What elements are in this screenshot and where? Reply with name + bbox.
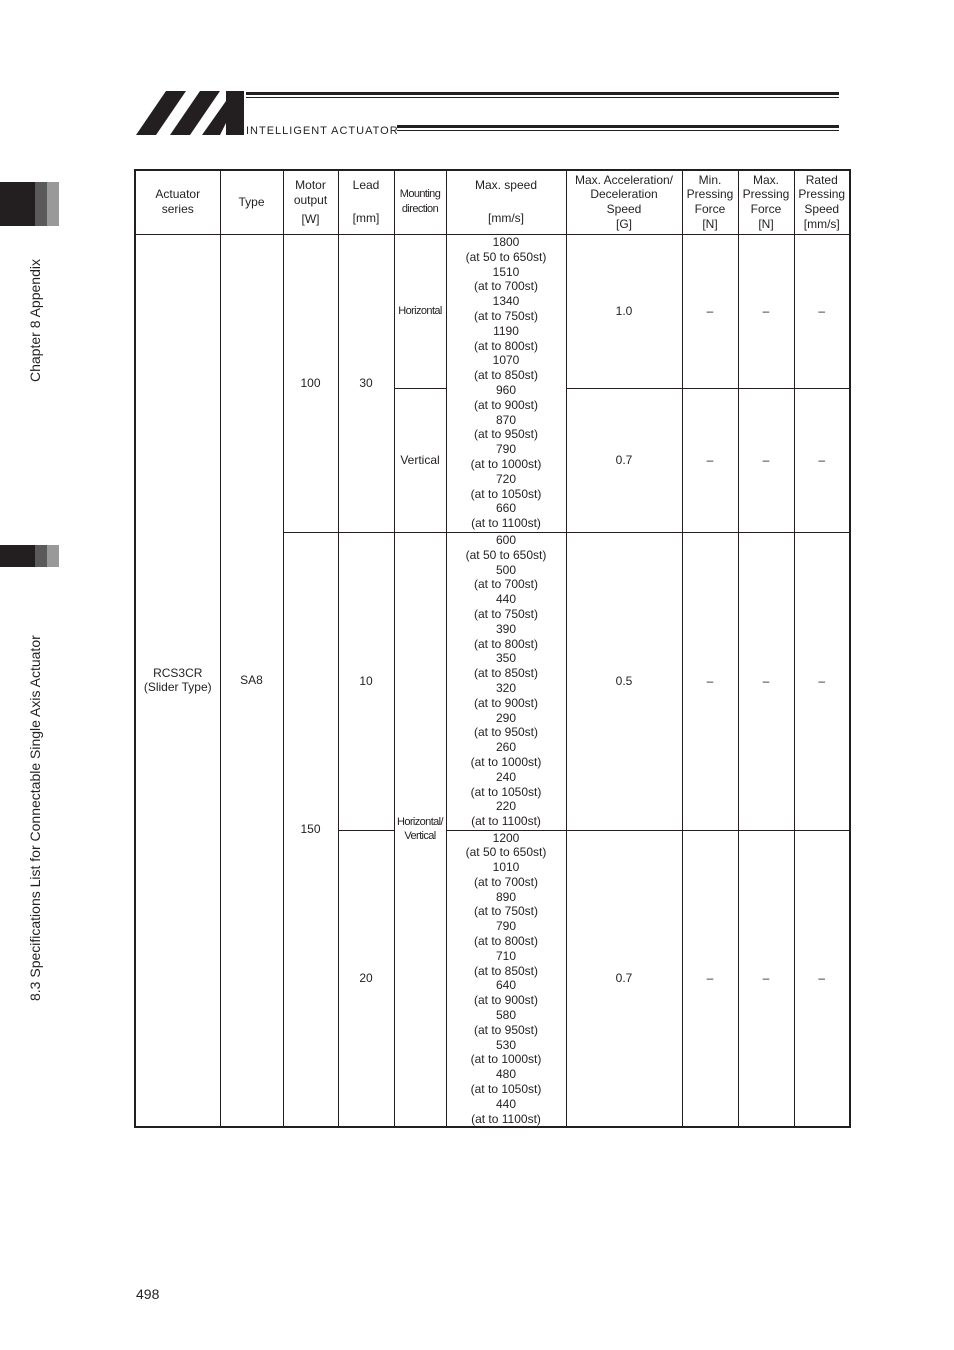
col-header: Min. Pressing Force [N]	[682, 170, 738, 234]
col-header: Max. Pressing Force [N]	[738, 170, 794, 234]
chapter-tab	[0, 182, 59, 226]
max-speed: 600 (at 50 to 650st) 500 (at to 700st) 440 (at to 750st) 390 (at to 800st) 350 (at to 850st) 320 (at to 900st) 290 (at to 950st) 260 (at to 1000st) 240 (at to 1050st) 220 (at to 1100st)	[446, 532, 566, 830]
max-accel: 0.7	[566, 830, 682, 1127]
max-pressing-force: –	[738, 234, 794, 388]
lead: 20	[338, 830, 394, 1127]
max-pressing-force: –	[738, 830, 794, 1127]
chapter-label: Chapter 8 Appendix	[27, 259, 43, 382]
header-row	[135, 170, 850, 234]
lead: 10	[338, 532, 394, 830]
max-accel: 0.7	[566, 388, 682, 532]
max-accel: 1.0	[566, 234, 682, 388]
col-header: Type	[220, 170, 283, 234]
type: SA8	[220, 234, 283, 1127]
mounting-direction: Horizontal	[394, 234, 446, 388]
mounting-direction: Horizontal/ Vertical	[394, 532, 446, 1127]
rated-pressing-speed: –	[794, 532, 850, 830]
max-speed: 1200 (at 50 to 650st) 1010 (at to 700st) 890 (at to 750st) 790 (at to 800st) 710 (at to 850st) 640 (at to 900st) 580 (at to 950st) 530 (at to 1000st) 480 (at to 1050st) 440 (at to 1100st)	[446, 830, 566, 1127]
motor-output: 100	[283, 234, 338, 532]
min-pressing-force: –	[682, 234, 738, 388]
section-label: 8.3 Specifications List for Connectable Single Axis Actuator	[27, 635, 43, 1001]
min-pressing-force: –	[682, 532, 738, 830]
lead: 30	[338, 234, 394, 532]
spec-table	[134, 169, 851, 1128]
rated-pressing-speed: –	[794, 388, 850, 532]
header-rule	[246, 92, 839, 95]
col-header: Max. Acceleration/ Deceleration Speed [G]	[566, 170, 682, 234]
min-pressing-force: –	[682, 830, 738, 1127]
col-header: Motor output [W]	[283, 170, 338, 234]
brand-name: INTELLIGENT ACTUATOR	[246, 125, 399, 137]
min-pressing-force: –	[682, 388, 738, 532]
page-number: 498	[136, 1286, 160, 1302]
col-header: Lead [mm]	[338, 170, 394, 234]
col-header: Actuator series	[135, 170, 220, 234]
motor-output: 150	[283, 532, 338, 1127]
header-rule	[246, 97, 839, 98]
table-row	[135, 234, 850, 388]
mounting-direction: Vertical	[394, 388, 446, 532]
header-rule	[397, 125, 839, 128]
rated-pressing-speed: –	[794, 234, 850, 388]
header-rule	[397, 130, 839, 131]
max-pressing-force: –	[738, 388, 794, 532]
col-header: Max. speed [mm/s]	[446, 170, 566, 234]
section-tab	[0, 545, 59, 567]
rated-pressing-speed: –	[794, 830, 850, 1127]
max-accel: 0.5	[566, 532, 682, 830]
col-header: Mounting direction	[394, 170, 446, 234]
actuator-series: RCS3CR (Slider Type)	[135, 234, 220, 1127]
max-speed: 1800 (at 50 to 650st) 1510 (at to 700st) 1340 (at to 750st) 1190 (at to 800st) 1070 (at to 850st) 960 (at to 900st) 870 (at to 950st) 790 (at to 1000st) 720 (at to 1050st) 660 (at to 1100st)	[446, 234, 566, 532]
iai-logo-icon	[136, 91, 244, 135]
max-pressing-force: –	[738, 532, 794, 830]
col-header: Rated Pressing Speed [mm/s]	[794, 170, 850, 234]
